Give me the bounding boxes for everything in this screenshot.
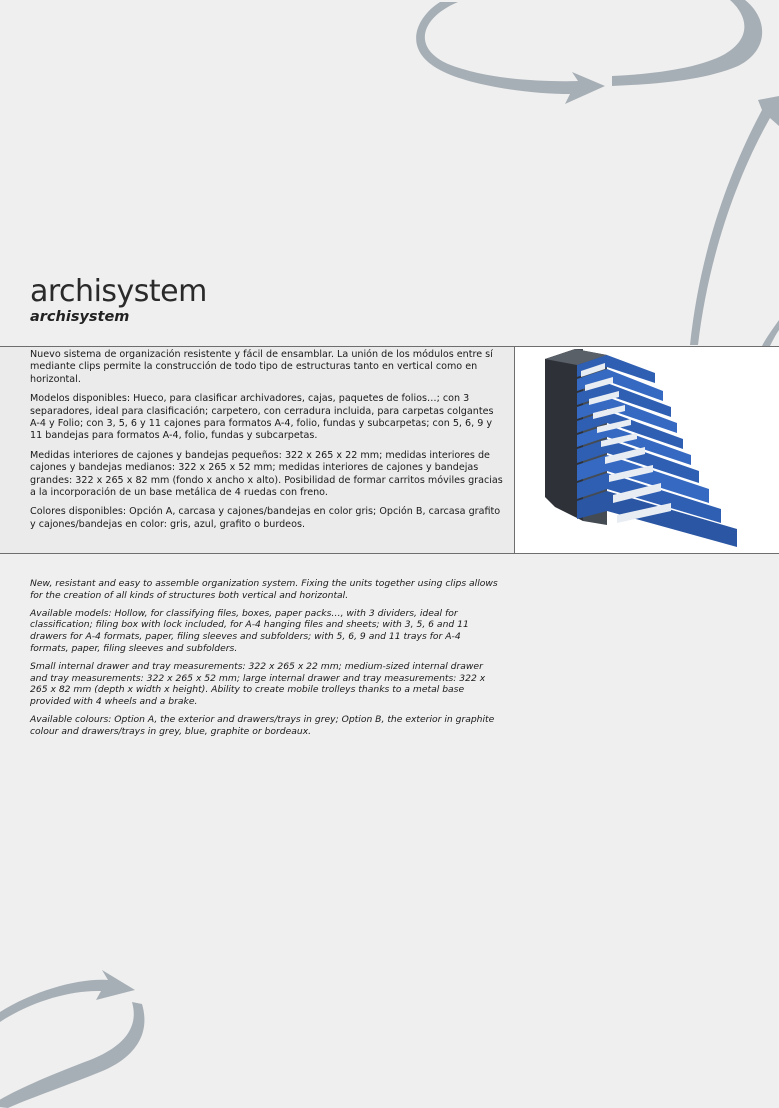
spanish-description <box>30 349 506 538</box>
arrow-swoosh-bottom-icon <box>0 970 144 1108</box>
spanish-paragraph-models: Modelos disponibles: Hueco, para clasificar archivadores, cajas, paquetes de folios…; con 3 separadores, ideal para clasificación; carpetero, con cerradura incluida, para carpetas colgantes A-4 y Folio; con 3, 5, 6 y 11 cajones para formatos A-4, folio, fundas y subcarpetas; con 5, 6, 9 y 11 bandejas para formatos A-4, folio, fundas y subcarpetas. <box>30 393 494 442</box>
page-title: archisystem <box>30 274 207 309</box>
english-paragraph-colours: Available colours: Option A, the exterior and drawers/trays in grey; Option B, the exterior in graphite colour and drawers/trays in grey, blue, graphite or bordeaux. <box>30 713 495 737</box>
spanish-paragraph-colours: Colores disponibles: Opción A, carcasa y cajones/bandejas en color gris; Opción B, carcasa grafito y cajones/bandejas en color: gris, azul, grafito o burdeos. <box>30 506 501 530</box>
english-paragraph-measurements: Small internal drawer and tray measurements: 322 x 265 x 22 mm; medium-sized internal drawer and tray measurements: 322 x 265 x 52 mm; large internal drawer and tray measurements: 322 x 265 x 82 mm (depth x width x height). Ability to create mobile trolleys thanks to a metal base provided with 4 wheels and a brake. <box>30 660 486 708</box>
english-description <box>30 578 500 744</box>
arrow-swoosh-right-icon <box>690 96 779 346</box>
spanish-paragraph-measurements: Medidas interiores de cajones y bandejas pequeños: 322 x 265 x 22 mm; medidas interiores de cajones y bandejas medianos: 322 x 265 x 52 mm; medidas interiores de cajones y bandejas grandes: 322 x 265 x 82 mm (fondo x ancho x alto). Posibilidad de formar carritos móviles gracias a la incorporación de un base metálica de 4 ruedas con freno. <box>30 449 503 499</box>
english-paragraph-models: Available models: Hollow, for classifying files, boxes, paper packs…, with 3 dividers, ideal for classification; filing box with lock included, for A-4 hanging files and sheets; with 3, 5, 6 and 11 drawers for A-4 formats, paper, filing sleeves and subfolders; with 5, 6, 9 and 11 trays for A-4 formats, paper, filing sleeves and subfolders. <box>30 607 469 654</box>
spanish-paragraph-intro: Nuevo sistema de organización resistente y fácil de ensamblar. La unión de los módulos entre sí mediante clips permite la construcción de todo tipo de estructuras tanto en vertical como en horizontal. <box>30 349 493 385</box>
arrow-swoosh-top-icon <box>416 0 762 104</box>
drawer-cabinet-illustration <box>515 347 779 553</box>
english-paragraph-intro: New, resistant and easy to assemble organization system. Fixing the units together using clips allows for the creation of all kinds of structures both vertical and horizontal. <box>30 578 498 601</box>
product-photo <box>515 347 779 553</box>
page-subtitle: archisystem <box>30 309 130 325</box>
